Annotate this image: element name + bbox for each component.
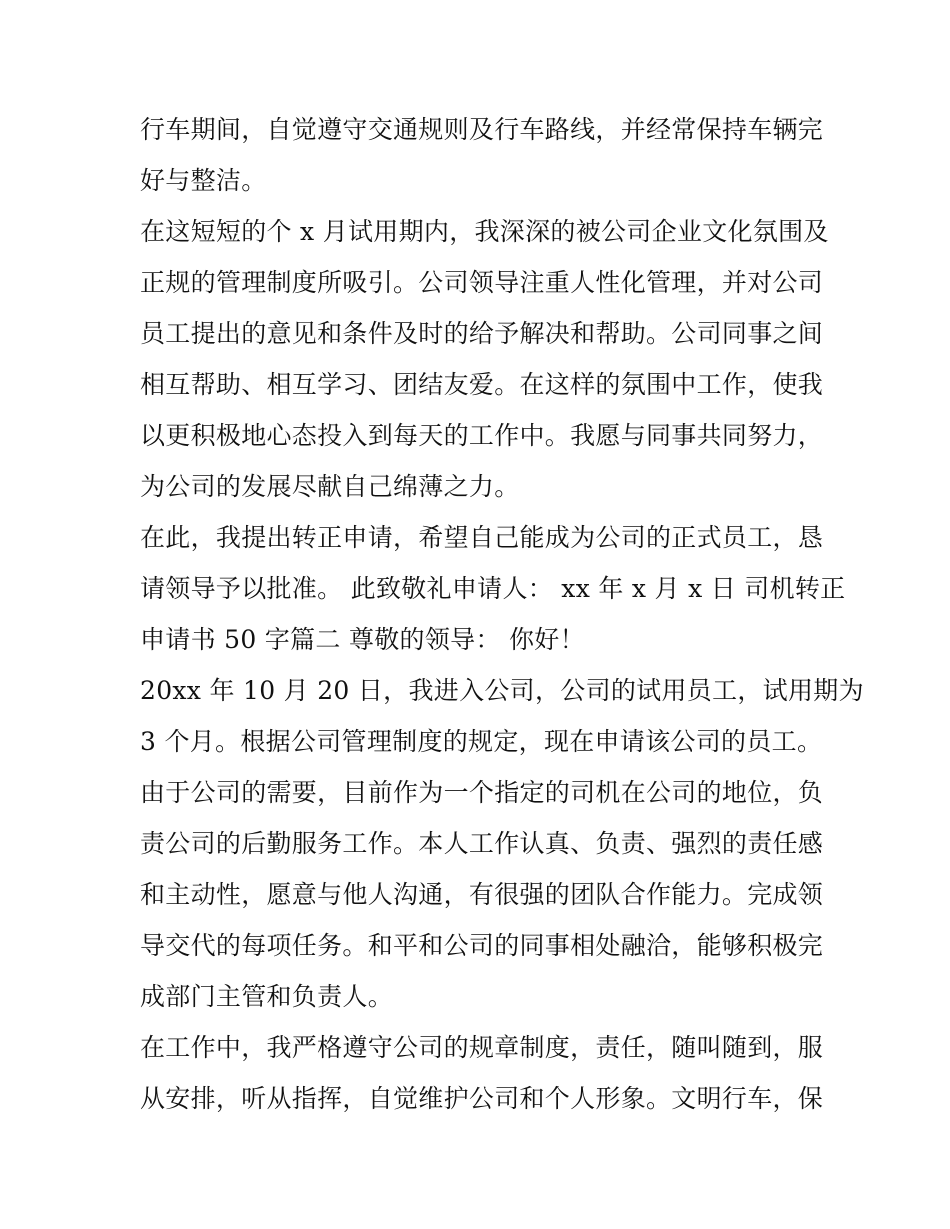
text-line: 为公司的发展尽献自己绵薄之力。 bbox=[140, 472, 520, 501]
text-line: 以更积极地心态投入到每天的工作中。我愿与同事共同努力， bbox=[140, 421, 824, 450]
text-line: 员工提出的意见和条件及时的给予解决和帮助。公司同事之间 bbox=[140, 319, 824, 348]
text-line: 请领导予以批准。 此致敬礼申请人： xx 年 x 月 x 日 司机转正 bbox=[140, 574, 846, 603]
text-line: 在此，我提出转正申请，希望自己能成为公司的正式员工，恳 bbox=[140, 523, 824, 552]
text-line: 从安排，听从指挥，自觉维护公司和个人形象。文明行车，保 bbox=[140, 1084, 824, 1113]
text-line: 好与整洁。 bbox=[140, 166, 267, 195]
text-line: 和主动性，愿意与他人沟通，有很强的团队合作能力。完成领 bbox=[140, 880, 824, 909]
text-line: 3 个月。根据公司管理制度的规定，现在申请该公司的员工。 bbox=[140, 727, 823, 756]
text-line: 由于公司的需要，目前作为一个指定的司机在公司的地位，负 bbox=[140, 778, 824, 807]
text-line: 责公司的后勤服务工作。本人工作认真、负责、强烈的责任感 bbox=[140, 829, 824, 858]
text-line: 正规的管理制度所吸引。公司领导注重人性化管理，并对公司 bbox=[140, 268, 824, 297]
text-line: 20xx 年 10 月 20 日，我进入公司，公司的试用员工，试用期为 bbox=[140, 676, 864, 705]
document-body bbox=[140, 104, 864, 1124]
text-line: 成部门主管和负责人。 bbox=[140, 982, 394, 1011]
text-line: 在工作中，我严格遵守公司的规章制度，责任，随叫随到，服 bbox=[140, 1033, 824, 1062]
text-line: 导交代的每项任务。和平和公司的同事相处融洽，能够积极完 bbox=[140, 931, 824, 960]
text-line: 相互帮助、相互学习、团结友爱。在这样的氛围中工作，使我 bbox=[140, 370, 824, 399]
text-line: 在这短短的个 x 月试用期内，我深深的被公司企业文化氛围及 bbox=[140, 217, 829, 246]
text-line: 行车期间，自觉遵守交通规则及行车路线，并经常保持车辆完 bbox=[140, 115, 824, 144]
text-line: 申请书 50 字篇二 尊敬的领导： 你好！ bbox=[140, 625, 585, 654]
